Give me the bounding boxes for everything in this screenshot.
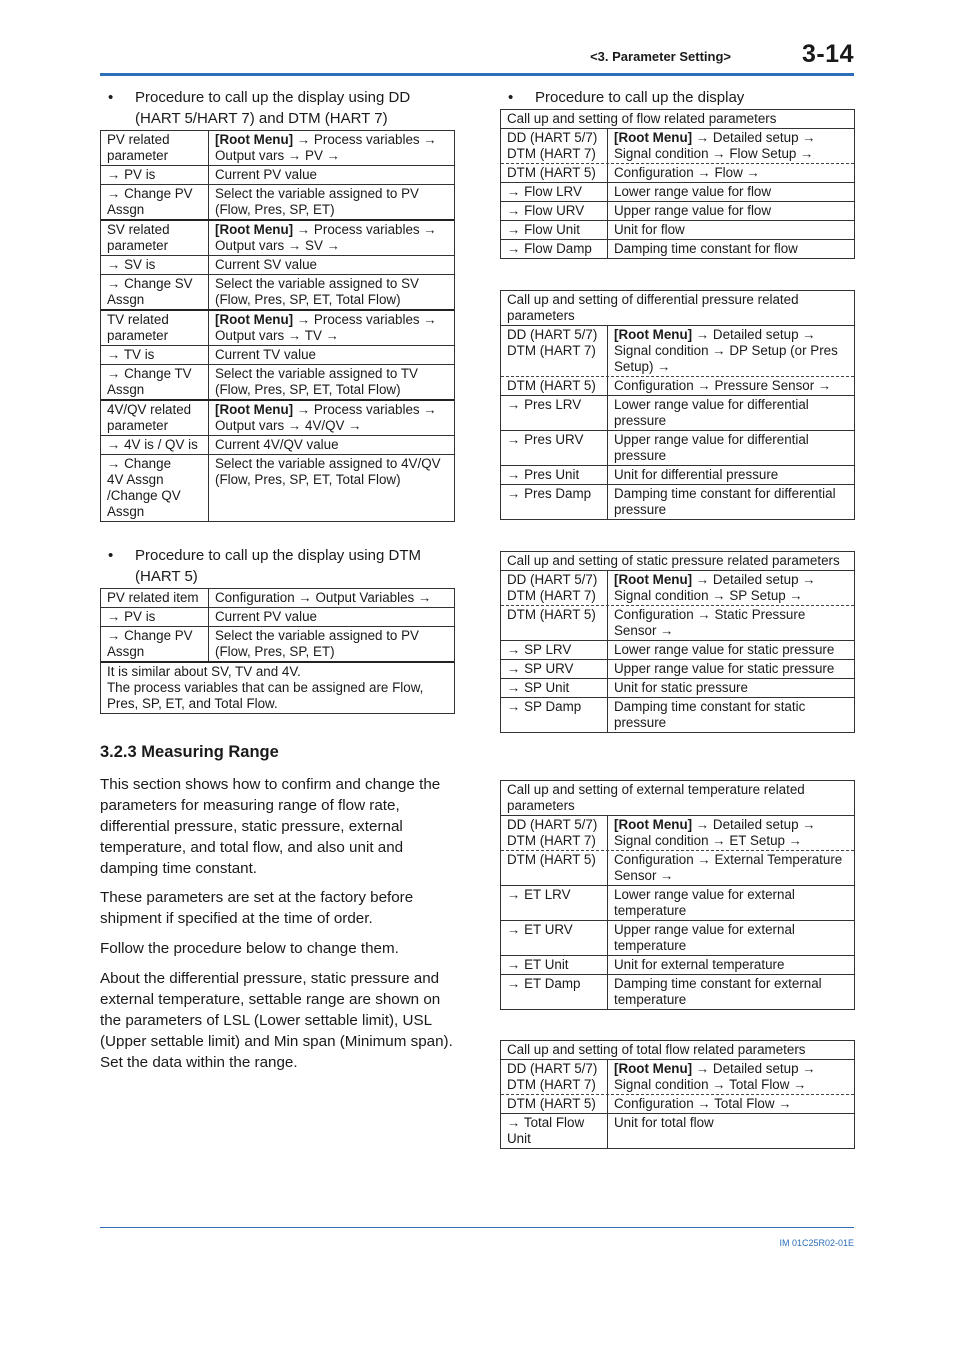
table-body (501, 1059, 854, 1148)
table-row (501, 920, 854, 955)
table-row (101, 435, 454, 454)
table-row (501, 220, 854, 239)
description-text: Select the variable assigned to PV (Flow, Pres, SP, ET) (215, 186, 419, 217)
dp-parameters-table (500, 290, 855, 520)
description-cell (608, 606, 854, 640)
parameter-cell: → Pres LRV (501, 396, 608, 430)
table-row (501, 955, 854, 974)
description-cell (608, 202, 854, 220)
table-row (101, 589, 454, 607)
description-cell (209, 185, 454, 219)
parameter-cell: → SV is (101, 256, 209, 274)
description-cell (608, 466, 854, 484)
description-cell (608, 164, 854, 182)
description-text: Configuration → Static Pressure Sensor → (614, 607, 806, 638)
description-cell (608, 571, 854, 605)
parameter-cell: → ET LRV (501, 886, 608, 920)
parameter-cell: DD (HART 5/7) DTM (HART 7) (501, 1060, 608, 1094)
table-row (501, 395, 854, 430)
table-row (501, 605, 854, 640)
description-text: Current TV value (215, 347, 316, 362)
parameter-cell: DD (HART 5/7) DTM (HART 7) (501, 326, 608, 376)
table-row (101, 364, 454, 399)
table-row (501, 484, 854, 519)
description-text: Upper range value for flow (614, 203, 772, 218)
bullet-dtm-procedure (108, 545, 458, 587)
table-note: It is similar about SV, TV and 4V. The process variables that can be assigned are Flow, Pres, SP, ET, and Total Flow. (107, 664, 424, 711)
parameter-cell: → Total Flow Unit (501, 1114, 608, 1148)
bullet-dd-procedure (108, 87, 458, 129)
table-row (501, 659, 854, 678)
footer-rule (100, 1227, 854, 1228)
table-row (501, 430, 854, 465)
bullet-dot: • (108, 547, 114, 564)
description-text: → Detailed setup → Signal condition → SP Setup → (614, 572, 816, 603)
table-body (501, 128, 854, 258)
root-menu-label: [Root Menu] (215, 222, 294, 237)
description-cell (209, 311, 454, 345)
description-cell (209, 436, 454, 454)
table-body (501, 570, 854, 732)
parameter-cell: → SP LRV (501, 641, 608, 659)
et-parameters-table (500, 780, 855, 1010)
table-row (501, 376, 854, 395)
parameter-cell: → Pres Unit (501, 466, 608, 484)
description-cell (608, 1114, 854, 1148)
description-text: Configuration → Total Flow → (614, 1096, 792, 1111)
description-text: Upper range value for static pressure (614, 661, 835, 676)
bullet-dot: • (108, 89, 114, 106)
description-text: Select the variable assigned to TV (Flow, Pres, SP, ET, Total Flow) (215, 366, 418, 397)
table-row (501, 1094, 854, 1113)
table-row (501, 570, 854, 605)
description-cell (608, 816, 854, 850)
table-title-row (501, 110, 854, 128)
description-text: Lower range value for external temperature (614, 887, 795, 918)
table-note-row (101, 661, 454, 713)
table-title: Call up and setting of static pressure related parameters (507, 553, 840, 568)
table-row (101, 309, 454, 345)
root-menu-label: [Root Menu] (215, 132, 294, 147)
description-text: Upper range value for differential pressure (614, 432, 809, 463)
table-body (501, 325, 854, 519)
description-cell (608, 975, 854, 1009)
table-row (101, 607, 454, 626)
parameter-cell: SV related parameter (101, 221, 209, 255)
parameter-cell: → 4V is / QV is (101, 436, 209, 454)
description-text: Current 4V/QV value (215, 437, 339, 452)
bullet-text: Procedure to call up the display (535, 89, 745, 106)
description-cell (608, 698, 854, 732)
description-text: Unit for flow (614, 222, 685, 237)
description-cell (209, 365, 454, 399)
table-title-row (501, 781, 854, 815)
table-row (501, 1113, 854, 1148)
description-text: → Detailed setup → Signal condition → ET Setup → (614, 817, 816, 848)
root-menu-label: [Root Menu] (215, 312, 294, 327)
description-text: Damping time constant for flow (614, 241, 798, 256)
table-row (501, 1059, 854, 1094)
paragraph: This section shows how to confirm and change the parameters for measuring range of flow rate, differential pressure, static pressure, external temperature, and total flow, and also unit and damping time constant. (100, 776, 441, 877)
parameter-cell: → Pres Damp (501, 485, 608, 519)
parameter-cell: → Pres URV (501, 431, 608, 465)
page-number: 3-14 (801, 40, 854, 68)
table-title: Call up and setting of differential pressure related parameters (507, 292, 799, 323)
pv-dtm-table (100, 588, 455, 714)
parameter-cell: → PV is (101, 608, 209, 626)
description-cell (608, 660, 854, 678)
table-row (501, 640, 854, 659)
parameter-cell: DTM (HART 5) (501, 1095, 608, 1113)
table-row (501, 697, 854, 732)
table-row (101, 219, 454, 255)
parameter-cell: → Change SV Assgn (101, 275, 209, 309)
table-title-row (501, 291, 854, 325)
description-text: Current PV value (215, 609, 317, 624)
description-text: Unit for differential pressure (614, 467, 779, 482)
description-text: → Process variables → Output vars → 4V/QV → (215, 402, 437, 433)
table-row (101, 184, 454, 219)
table-row (101, 131, 454, 165)
parameter-cell: → Change PV Assgn (101, 185, 209, 219)
root-menu-label: [Root Menu] (614, 572, 693, 587)
table-row (101, 165, 454, 184)
description-cell (608, 921, 854, 955)
parameter-cell: → SP Unit (501, 679, 608, 697)
description-text: Damping time constant for external temperature (614, 976, 822, 1007)
parameter-cell: DTM (HART 5) (501, 606, 608, 640)
table-row (101, 345, 454, 364)
parameter-cell: → ET URV (501, 921, 608, 955)
parameter-cell: DTM (HART 5) (501, 851, 608, 885)
description-text: Unit for total flow (614, 1115, 714, 1130)
description-text: Unit for static pressure (614, 680, 748, 695)
parameter-cell: 4V/QV related parameter (101, 401, 209, 435)
table-title-row (501, 552, 854, 570)
description-cell (209, 275, 454, 309)
description-cell (608, 1095, 854, 1113)
description-text: Current PV value (215, 167, 317, 182)
table-body (501, 815, 854, 1009)
description-cell (608, 485, 854, 519)
description-cell (608, 129, 854, 163)
parameter-cell: → Flow Damp (501, 240, 608, 258)
description-cell (209, 346, 454, 364)
paragraph: These parameters are set at the factory before shipment if specified at the time of order. (100, 889, 414, 927)
table-row (501, 182, 854, 201)
description-text: Configuration → Pressure Sensor → (614, 378, 832, 393)
table-row (501, 678, 854, 697)
table-row (101, 454, 454, 521)
description-text: Configuration → External Temperature Sensor → (614, 852, 843, 883)
description-cell (608, 240, 854, 258)
description-text: Damping time constant for differential pressure (614, 486, 836, 517)
table-row (501, 465, 854, 484)
description-cell (608, 679, 854, 697)
description-text: → Process variables → Output vars → TV → (215, 312, 437, 343)
bullet-text: Procedure to call up the display using DTM (HART 5) (135, 547, 421, 585)
description-text: Damping time constant for static pressure (614, 699, 806, 730)
parameter-cell: → Flow LRV (501, 183, 608, 201)
description-cell (209, 589, 454, 607)
bullet-right-procedure (508, 87, 854, 108)
description-text: Select the variable assigned to 4V/QV (Flow, Pres, SP, ET, Total Flow) (215, 456, 441, 487)
description-cell (209, 455, 454, 521)
description-cell (608, 956, 854, 974)
parameter-cell: → SP URV (501, 660, 608, 678)
root-menu-label: [Root Menu] (614, 817, 693, 832)
parameter-cell: → SP Damp (501, 698, 608, 732)
description-cell (608, 377, 854, 395)
table-row (101, 274, 454, 309)
description-text: → Process variables → Output vars → PV → (215, 132, 437, 163)
parameter-cell: TV related parameter (101, 311, 209, 345)
parameter-cell: DTM (HART 5) (501, 377, 608, 395)
flow-parameters-table (500, 109, 855, 259)
description-text: Configuration → Flow → (614, 165, 760, 180)
section-header: <3. Parameter Setting> (590, 49, 731, 64)
description-cell (608, 431, 854, 465)
parameter-cell: → ET Unit (501, 956, 608, 974)
description-text: Lower range value for differential pressure (614, 397, 809, 428)
table-title: Call up and setting of flow related parameters (507, 111, 777, 126)
description-text: → Detailed setup → Signal condition → DP Setup (or Pres Setup) → (614, 327, 838, 374)
sp-parameters-table (500, 551, 855, 733)
description-cell (209, 256, 454, 274)
description-cell (209, 221, 454, 255)
parameter-cell: → Flow Unit (501, 221, 608, 239)
description-text: Upper range value for external temperature (614, 922, 795, 953)
description-cell (608, 183, 854, 201)
description-text: Select the variable assigned to SV (Flow, Pres, SP, ET, Total Flow) (215, 276, 419, 307)
table-row (501, 201, 854, 220)
document-id: IM 01C25R02-01E (779, 1238, 854, 1248)
description-cell (608, 886, 854, 920)
paragraph: Follow the procedure below to change them. (100, 940, 399, 957)
description-text: Lower range value for flow (614, 184, 772, 199)
description-cell (209, 131, 454, 165)
table-row (101, 255, 454, 274)
table-row (501, 128, 854, 163)
total-flow-parameters-table (500, 1040, 855, 1149)
parameter-cell: DD (HART 5/7) DTM (HART 7) (501, 816, 608, 850)
description-cell (608, 221, 854, 239)
table-title-row (501, 1041, 854, 1059)
table-row (501, 815, 854, 850)
parameter-cell: PV related parameter (101, 131, 209, 165)
description-cell (608, 851, 854, 885)
description-cell (209, 401, 454, 435)
table-row (101, 399, 454, 435)
description-cell (209, 627, 454, 661)
description-text: → Detailed setup → Signal condition → Total Flow → (614, 1061, 816, 1092)
description-text: Current SV value (215, 257, 317, 272)
parameter-cell: → Flow URV (501, 202, 608, 220)
root-menu-label: [Root Menu] (614, 1061, 693, 1076)
table-row (101, 626, 454, 661)
table-row (501, 325, 854, 376)
description-cell (209, 166, 454, 184)
parameter-cell: → Change TV Assgn (101, 365, 209, 399)
parameter-cell: DTM (HART 5) (501, 164, 608, 182)
root-menu-label: [Root Menu] (614, 130, 693, 145)
table-row (501, 163, 854, 182)
parameter-cell: PV related item (101, 589, 209, 607)
parameter-cell: → TV is (101, 346, 209, 364)
parameter-cell: → ET Damp (501, 975, 608, 1009)
description-text: Configuration → Output Variables → (215, 590, 432, 605)
description-cell (608, 1060, 854, 1094)
description-cell (608, 641, 854, 659)
description-cell (209, 608, 454, 626)
table-title: Call up and setting of external temperature related parameters (507, 782, 805, 813)
description-cell (608, 326, 854, 376)
parameter-cell: → Change 4V Assgn /Change QV Assgn (101, 455, 209, 521)
pv-sv-tv-qv-table (100, 130, 455, 522)
parameter-cell: DD (HART 5/7) DTM (HART 7) (501, 571, 608, 605)
table-row (501, 239, 854, 258)
table-row (501, 885, 854, 920)
root-menu-label: [Root Menu] (614, 327, 693, 342)
bullet-text: Procedure to call up the display using DD (HART 5/HART 7) and DTM (HART 7) (135, 89, 411, 127)
description-cell (608, 396, 854, 430)
parameter-cell: DD (HART 5/7) DTM (HART 7) (501, 129, 608, 163)
parameter-cell: → PV is (101, 166, 209, 184)
table-row (501, 850, 854, 885)
bullet-dot: • (508, 89, 514, 106)
paragraph: About the differential pressure, static pressure and external temperature, settable range are shown on the parameters of LSL (Lower settable limit), USL (Upper settable limit) and Min span (Minimum span). Set the data within the range. (100, 970, 453, 1071)
table-row (501, 974, 854, 1009)
root-menu-label: [Root Menu] (215, 402, 294, 417)
header-rule (100, 73, 854, 76)
parameter-cell: → Change PV Assgn (101, 627, 209, 661)
description-text: → Detailed setup → Signal condition → Flow Setup → (614, 130, 816, 161)
description-text: Lower range value for static pressure (614, 642, 835, 657)
section-heading: 3.2.3 Measuring Range (100, 743, 279, 761)
description-text: Select the variable assigned to PV (Flow, Pres, SP, ET) (215, 628, 419, 659)
description-text: Unit for external temperature (614, 957, 785, 972)
description-text: → Process variables → Output vars → SV → (215, 222, 437, 253)
table-title: Call up and setting of total flow related parameters (507, 1042, 806, 1057)
